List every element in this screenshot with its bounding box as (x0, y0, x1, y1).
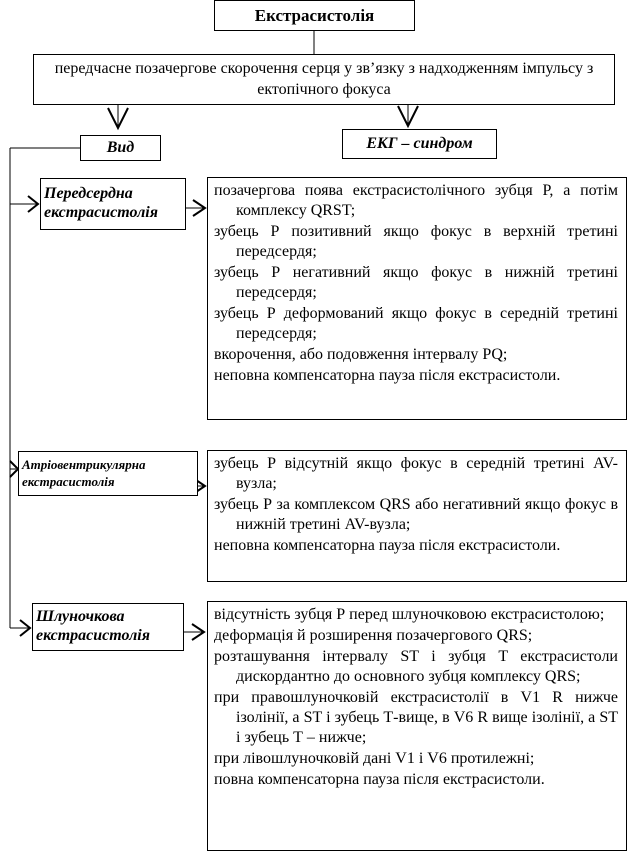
sign-item: неповна компенсаторна пауза після екстрасистоли. (214, 537, 561, 554)
type-ventricular: Шлуночкова екстрасистолія (32, 603, 184, 651)
sign-item: зубець Р негативний якщо фокус в нижній третині передсердя; (214, 264, 618, 301)
ekg-header: ЕКГ – синдром (342, 129, 497, 159)
sign-item: повна компенсаторна пауза після екстрасистоли. (214, 771, 545, 788)
sign-item: при правошлуночковій екстрасистолії в V1 R нижче ізолінії, а ST і зубець Т-вище, в V6 R вище ізолінії, а ST і зубець Т – нижче; (214, 689, 618, 746)
sign-item: деформація й розширення позачергового QRS; (214, 627, 533, 644)
sign-item: зубець Р деформований якщо фокус в середній третині передсердя; (214, 305, 618, 342)
sign-item: відсутність зубця Р перед шлуночковою екстрасистолою; (214, 606, 605, 623)
signs-ventricular (207, 601, 627, 851)
sign-item: зубець Р позитивний якщо фокус в верхній третині передсердя; (214, 223, 618, 260)
type-av: Атріовентрикулярна екстрасистолія (18, 451, 198, 496)
type-atrial: Передсердна екстрасистолія (40, 178, 186, 230)
sign-item: зубець Р за комплексом QRS або негативний якщо фокус в нижній третині AV-вузла; (214, 496, 618, 533)
sign-item: позачергова поява екстрасистолічного зубця Р, а потім комплексу QRST; (214, 182, 618, 219)
signs-atrial (207, 177, 627, 420)
signs-av (207, 450, 627, 582)
sign-item: зубець Р відсутній якщо фокус в середній третині AV-вузла; (214, 455, 618, 492)
sign-item: неповна компенсаторна пауза після екстрасистоли. (214, 367, 561, 384)
sign-item: вкорочення, або подовження інтервалу PQ; (214, 346, 508, 363)
diagram-title: Екстрасистолія (214, 0, 415, 31)
sign-item: при лівошлуночковій дані V1 і V6 протилежні; (214, 750, 535, 767)
definition-box: передчасне позачергове скорочення серця у зв’язку з надходженням імпульсу з ектопічного фокуса (33, 54, 615, 105)
sign-item: розташування інтервалу ST і зубця T екстрасистоли дискордантно до основного зубця комплексу QRS; (214, 648, 618, 685)
vid-header: Вид (80, 135, 161, 161)
